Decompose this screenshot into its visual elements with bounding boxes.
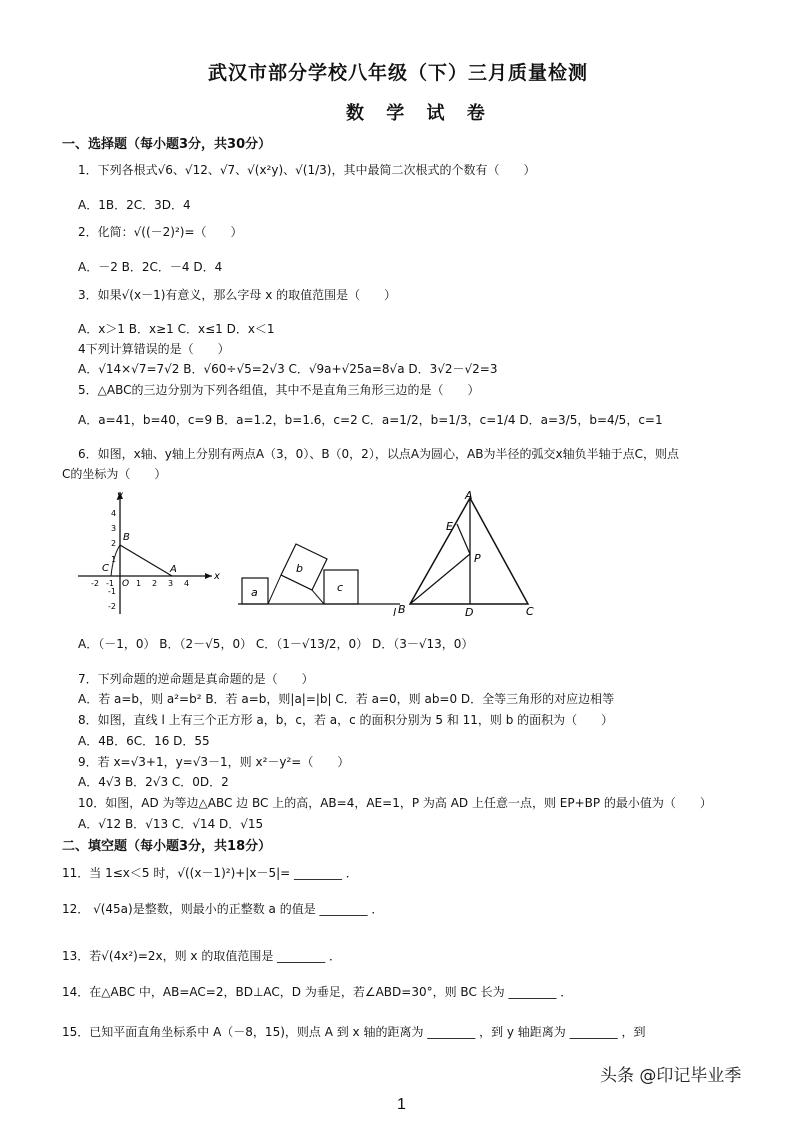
question-2-options: A．－2 B．2C．－4 D．4 — [78, 260, 223, 274]
point-a-label: A — [465, 489, 473, 502]
question-13: 13．若√(4x²)=2x，则 x 的取值范围是 ________ ． — [62, 949, 341, 963]
question-9: 9．若 x=√3+1，y=√3－1，则 x²－y²=（ ） — [78, 755, 350, 769]
point-c-label: C — [102, 563, 109, 574]
x-tick-label: -1 — [106, 579, 114, 588]
watermark: 头条 @印记毕业季 — [600, 1066, 742, 1086]
question-11: 11．当 1≤x＜5 时，√((x－1)²)+|x－5|= ________ ． — [62, 866, 358, 880]
question-14: 14．在△ABC 中，AB=AC=2，BD⊥AC，D 为垂足，若∠ABD=30°，则 BC 长为 ________ ． — [62, 985, 573, 999]
y-axis-label: y — [117, 490, 123, 501]
point-p-label: P — [474, 552, 481, 565]
question-1: 1．下列各根式√6、√12、√7、√(x²y)、√(1/3)，其中最简二次根式的个数有（ ） — [78, 163, 536, 177]
question-6-line-1: 6．如图，x轴、y轴上分别有两点A（3，0）、B（0，2），以点A为圆心，AB为半径的弧交x轴负半轴于点C，则点 — [78, 447, 679, 461]
question-6-line-2: C的坐标为（ ） — [62, 467, 167, 481]
question-3: 3．如果√(x－1)有意义，那么字母 x 的取值范围是（ ） — [78, 288, 397, 302]
question-6-options: A．（－1，0） B．（2－√5，0） C．（1－√13/2，0） D．（3－√13，0） — [78, 637, 474, 651]
section-heading-choice: 一、选择题（每小题3分，共30分） — [62, 137, 272, 152]
square-b-label: b — [296, 562, 303, 575]
y-tick-label: 4 — [111, 509, 117, 518]
page-number: 1 — [397, 1096, 406, 1113]
question-3-options: A．x＞1 B．x≥1 C．x≤1 D．x＜1 — [78, 322, 275, 336]
line-l-label: l — [393, 606, 397, 619]
question-8: 8．如图，直线 l 上有三个正方形 a，b，c，若 a，c 的面积分别为 5 和 11，则 b 的面积为（ ） — [78, 713, 614, 727]
question-4: 4下列计算错误的是（ ） — [78, 342, 230, 356]
square-a-label: a — [251, 586, 258, 599]
segment-ab — [120, 545, 172, 576]
page-subtitle: 数 学 试 卷 — [346, 103, 493, 124]
x-axis-label: x — [214, 571, 220, 582]
question-1-options: A．1B．2C．3D．4 — [78, 198, 191, 212]
x-tick-label: -2 — [91, 579, 99, 588]
point-b-label: B — [123, 532, 130, 543]
point-d-label: D — [465, 606, 474, 618]
figure-coordinate-plane — [74, 486, 224, 618]
y-tick-label: 2 — [111, 539, 117, 548]
question-12: 12． √(45a)是整数，则最小的正整数 a 的值是 ________ ． — [62, 902, 384, 916]
square-c-label: c — [337, 581, 344, 594]
question-9-options: A．4√3 B．2√3 C．0D．2 — [78, 775, 229, 789]
question-10-options: A．√12 B．√13 C．√14 D．√15 — [78, 817, 264, 831]
question-7: 7．下列命题的逆命题是真命题的是（ ） — [78, 672, 314, 686]
y-tick-label: -1 — [108, 587, 116, 596]
x-tick-label: 4 — [184, 579, 190, 588]
point-e-label: E — [446, 520, 453, 533]
figure-equilateral-triangle — [394, 488, 544, 618]
origin-label: O — [122, 579, 130, 589]
page-title: 武汉市部分学校八年级（下）三月质量检测 — [208, 62, 589, 84]
x-tick-label: 2 — [152, 579, 158, 588]
segment-ep — [457, 524, 470, 554]
x-tick-label: 1 — [136, 579, 142, 588]
question-5: 5．△ABC的三边分别为下列各组值，其中不是直角三角形三边的是（ ） — [78, 383, 480, 397]
y-tick-label: 3 — [111, 524, 117, 533]
figure-squares-on-line — [226, 534, 404, 620]
point-b-label: B — [398, 603, 406, 616]
question-2: 2．化简：√((－2)²)=（ ） — [78, 225, 243, 239]
question-15: 15．已知平面直角坐标系中 A（－8，15)，则点 A 到 x 轴的距离为 ________ ，到 y 轴距离为 ________ ，到 — [62, 1025, 646, 1039]
y-tick-label: 1 — [111, 555, 117, 564]
x-tick-label: 3 — [168, 579, 174, 588]
section-heading-fill: 二、填空题（每小题3分，共18分） — [62, 839, 272, 854]
question-5-options: A．a=41，b=40，c=9 B．a=1.2，b=1.6，c=2 C．a=1/2，b=1/3，c=1/4 D．a=3/5，b=4/5，c=1 — [78, 413, 663, 427]
point-c-label: C — [526, 605, 534, 618]
question-8-options: A．4B．6C．16 D．55 — [78, 734, 210, 748]
square-b — [281, 544, 327, 590]
question-7-options: A．若 a=b，则 a²=b² B．若 a=b，则|a|=|b| C．若 a=0，则 ab=0 D．全等三角形的对应边相等 — [78, 692, 615, 706]
y-tick-label: -2 — [108, 602, 116, 611]
question-4-options: A．√14×√7=7√2 B．√60÷√5=2√3 C．√9a+√25a=8√a D．3√2－√2=3 — [78, 362, 498, 376]
question-10: 10．如图，AD 为等边△ABC 边 BC 上的高，AB=4，AE=1，P 为高 AD 上任意一点，则 EP+BP 的最小值为（ ） — [78, 796, 712, 810]
point-a-label: A — [170, 564, 177, 575]
segment-bp — [410, 554, 470, 604]
